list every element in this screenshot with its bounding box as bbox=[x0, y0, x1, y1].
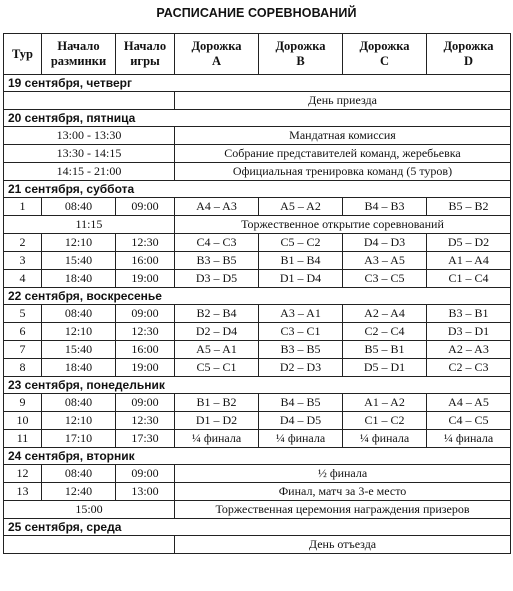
header-warmup: Начало разминки bbox=[42, 34, 116, 75]
header-lane-a: Дорожка A bbox=[175, 34, 259, 75]
table-row: 1 08:40 09:00 A4 – A3 A5 – A2 B4 – B3 B5 – B2 bbox=[4, 198, 511, 216]
day-header-19: 19 сентября, четверг bbox=[4, 75, 511, 92]
header-lane-c: Дорожка C bbox=[343, 34, 427, 75]
table-row: 13 12:40 13:00 Финал, матч за 3-е место bbox=[4, 483, 511, 501]
table-row: 11:15 Торжественное открытие соревнований bbox=[4, 216, 511, 234]
header-lane-d: Дорожка D bbox=[427, 34, 511, 75]
table-row: 5 08:40 09:00 B2 – B4 A3 – A1 A2 – A4 B3 – B1 bbox=[4, 305, 511, 323]
table-row: 8 18:40 19:00 C5 – C1 D2 – D3 D5 – D1 C2 – C3 bbox=[4, 359, 511, 377]
arrival-cell: День приезда bbox=[175, 92, 511, 110]
header-game: Начало игры bbox=[116, 34, 175, 75]
day-header-23: 23 сентября, понедельник bbox=[4, 377, 511, 394]
day-header-25: 25 сентября, среда bbox=[4, 519, 511, 536]
header-row bbox=[4, 34, 511, 75]
header-tour: Тур bbox=[4, 34, 42, 75]
table-row: 15:00 Торжественная церемония награждения призеров bbox=[4, 501, 511, 519]
table-row: 9 08:40 09:00 B1 – B2 B4 – B5 A1 – A2 A4 – A5 bbox=[4, 394, 511, 412]
table-row bbox=[4, 92, 511, 110]
header-lane-b: Дорожка B bbox=[259, 34, 343, 75]
day-header-24: 24 сентября, вторник bbox=[4, 448, 511, 465]
table-row: 2 12:10 12:30 C4 – C3 C5 – C2 D4 – D3 D5 – D2 bbox=[4, 234, 511, 252]
table-row: 13:30 - 14:15 Собрание представителей команд, жеребьевка bbox=[4, 145, 511, 163]
table-row: 11 17:10 17:30 ¼ финала ¼ финала ¼ финала ¼ финала bbox=[4, 430, 511, 448]
table-row: 4 18:40 19:00 D3 – D5 D1 – D4 C3 – C5 C1 – C4 bbox=[4, 270, 511, 288]
table-row: 10 12:10 12:30 D1 – D2 D4 – D5 C1 – C2 C4 – C5 bbox=[4, 412, 511, 430]
departure-cell: День отъезда bbox=[175, 536, 511, 554]
schedule-table bbox=[3, 33, 511, 554]
table-row: 13:00 - 13:30 Мандатная комиссия bbox=[4, 127, 511, 145]
table-row: 3 15:40 16:00 B3 – B5 B1 – B4 A3 – A5 A1 – A4 bbox=[4, 252, 511, 270]
table-row: 6 12:10 12:30 D2 – D4 C3 – C1 C2 – C4 D3 – D1 bbox=[4, 323, 511, 341]
table-row: 7 15:40 16:00 A5 – A1 B3 – B5 B5 – B1 A2 – A3 bbox=[4, 341, 511, 359]
document-title: РАСПИСАНИЕ СОРЕВНОВАНИЙ bbox=[156, 6, 357, 20]
table-row: 14:15 - 21:00 Официальная тренировка команд (5 туров) bbox=[4, 163, 511, 181]
day-header-20: 20 сентября, пятница bbox=[4, 110, 511, 127]
day-header-21: 21 сентября, суббота bbox=[4, 181, 511, 198]
day-header-22: 22 сентября, воскресенье bbox=[4, 288, 511, 305]
table-row: 12 08:40 09:00 ½ финала bbox=[4, 465, 511, 483]
table-row bbox=[4, 536, 511, 554]
